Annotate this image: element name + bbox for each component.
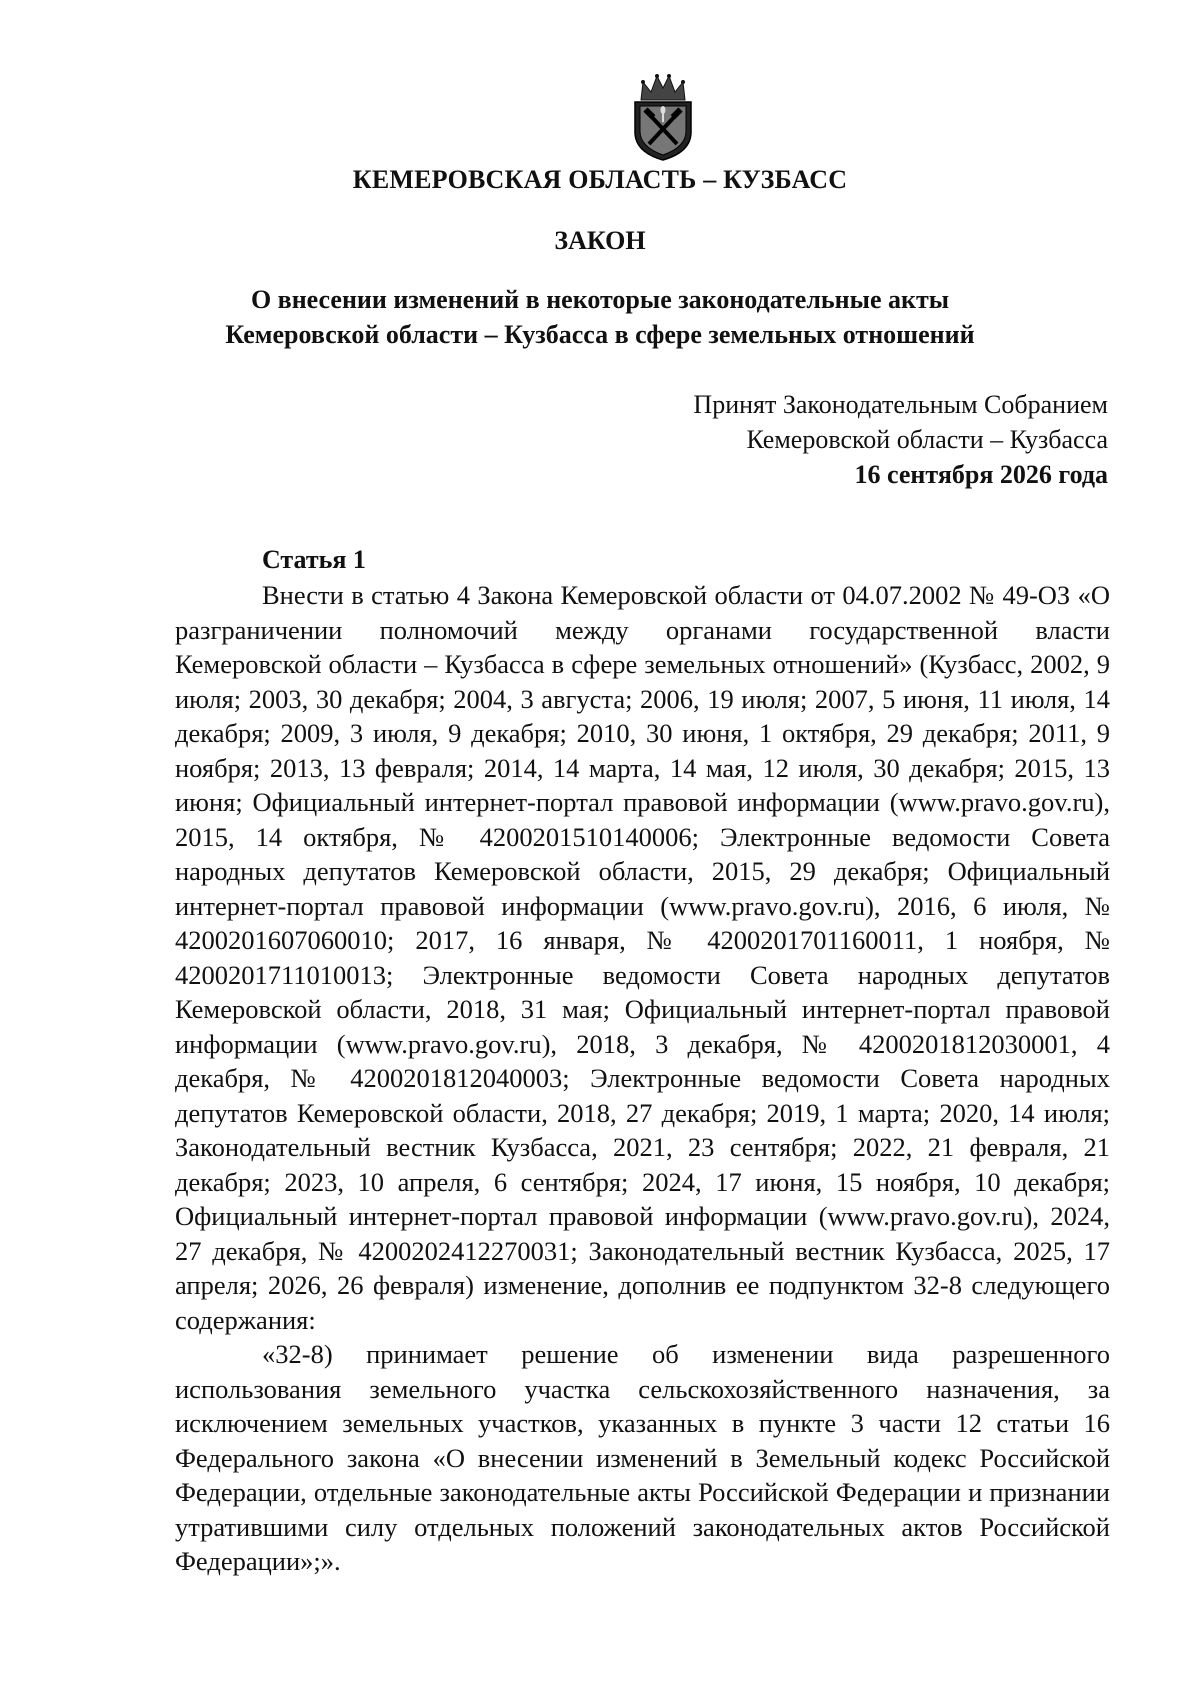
article-heading: Статья 1 xyxy=(262,545,366,574)
article-body xyxy=(175,578,1110,1579)
article-paragraph: «32-8) принимает решение об изменении вида разрешенного использования земельного участка сельскохозяйственного назначения, за исключением земельных участков, указанных в пункте 3 части 12 статьи 16 Федерального закона «О внесении изменений в Земельный кодекс Российской Федерации, отдельные законодательные акты Российской Федерации и признании утратившими силу отдельных положений законодательных актов Российской Федерации»;». xyxy=(175,1339,1110,1576)
law-subject-line-1: О внесении изменений в некоторые законодательные акты xyxy=(250,285,950,314)
article-paragraph: Внести в статью 4 Закона Кемеровской области от 04.07.2002 № 49-ОЗ «О разграничении полномочий между органами государственной власти Кемеровской области – Кузбасса в сфере земельных отношений» (Кузбасс, 2002, 9 июля; 2003, 30 декабря; 2004, 3 августа; 2006, 19 июля; 2007, 5 июня, 11 июля, 14 декабря; 2009, 3 июля, 9 декабря; 2010, 30 июня, 1 октября, 29 декабря; 2011, 9 ноября; 2013, 13 февраля; 2014, 14 марта, 14 мая, 12 июля, 30 декабря; 2015, 13 июня; Официальный интернет-портал правовой информации (www.pravo.gov.ru), 2015, 14 октября, № 4200201510140006; Электронные ведомости Совета народных депутатов Кемеровской области, 2015, 29 декабря; Официальный интернет-портал правовой информации (www.pravo.gov.ru), 2016, 6 июля, № 4200201607060010; 2017, 16 января, № 4200201701160011, 1 ноября, № 4200201711010013; Электронные ведомости Совета народных депутатов Кемеровской области, 2018, 31 мая; Официальный интернет-портал правовой информации (www.pravo.gov.ru), 2018, 3 декабря, № 4200201812030001, 4 декабря, № 4200201812040003; Электронные ведомости Совета народных депутатов Кемеровской области, 2018, 27 декабря; 2019, 1 марта; 2020, 14 июля; Законодательный вестник Кузбасса, 2021, 23 сентября; 2022, 21 февраля, 21 декабря; 2023, 10 апреля, 6 сентября; 2024, 17 июня, 15 ноября, 10 декабря; Официальный интернет-портал правовой информации (www.pravo.gov.ru), 2024, 27 декабря, № 4200202412270031; Законодательный вестник Кузбасса, 2025, 17 апреля; 2026, 26 февраля) изменение, дополнив ее подпунктом 32-8 следующего содержания: xyxy=(175,580,1110,1335)
law-subject-line-2: Кемеровской области – Кузбасса в сфере земельных отношений xyxy=(225,320,975,349)
adoption-block xyxy=(508,387,1108,492)
coat-of-arms-icon xyxy=(627,70,699,162)
law-subject xyxy=(0,282,1200,352)
adoption-date: 16 сентября 2026 года xyxy=(854,460,1108,489)
adoption-line-2: Кемеровской области – Кузбасса xyxy=(746,425,1108,454)
region-title: КЕМЕРОВСКАЯ ОБЛАСТЬ – КУЗБАСС xyxy=(352,165,848,194)
document-type: ЗАКОН xyxy=(554,226,646,255)
adoption-line-1: Принят Законодательным Собранием xyxy=(693,390,1108,419)
